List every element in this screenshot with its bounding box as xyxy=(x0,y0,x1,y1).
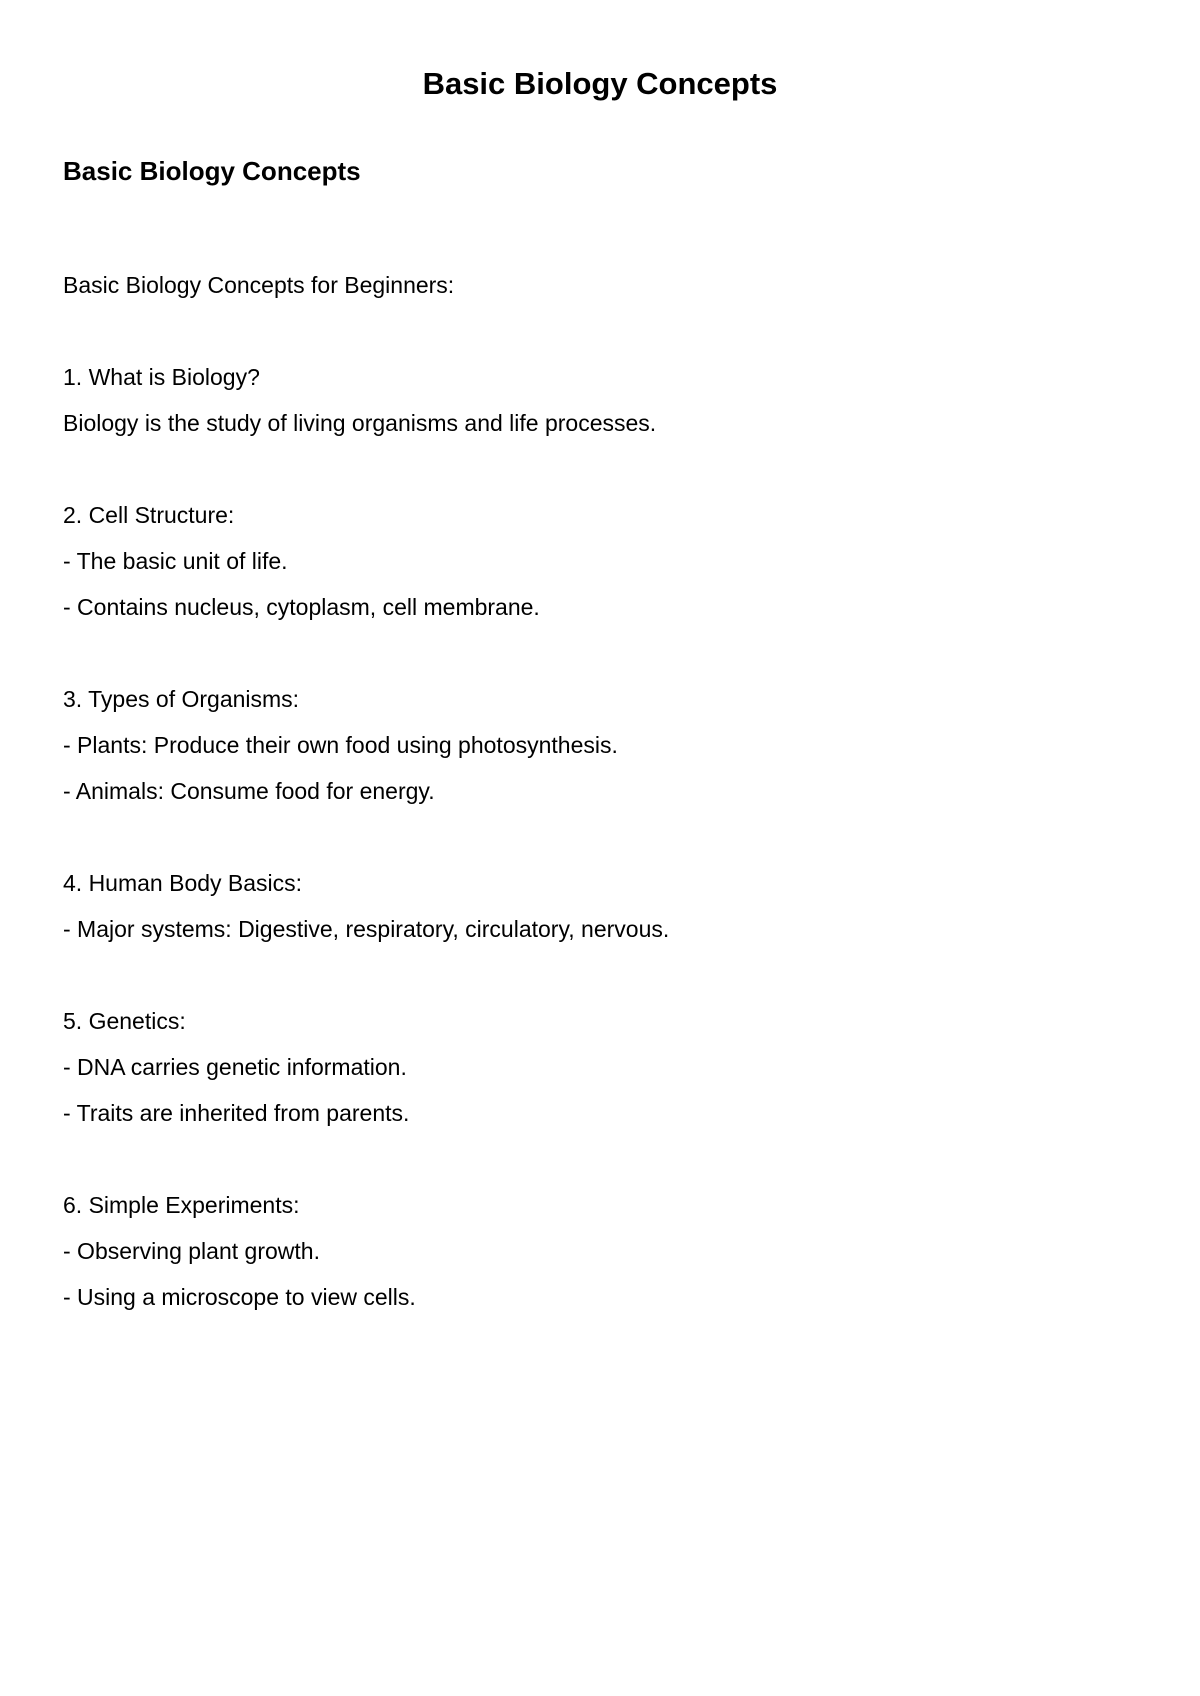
intro-line: Basic Biology Concepts for Beginners: xyxy=(63,272,455,298)
section-3-heading: 3. Types of Organisms: xyxy=(63,686,300,712)
section-5-line-1: - DNA carries genetic information. xyxy=(63,1054,407,1080)
section-5-heading: 5. Genetics: xyxy=(63,1008,186,1034)
section-6-line-1: - Observing plant growth. xyxy=(63,1238,320,1264)
section-6-line-2: - Using a microscope to view cells. xyxy=(63,1284,416,1310)
spacer xyxy=(63,820,1143,866)
section-2-heading: 2. Cell Structure: xyxy=(63,502,235,528)
section-4-line-1: - Major systems: Digestive, respiratory, circulatory, nervous. xyxy=(63,916,670,942)
section-1-heading: 1. What is Biology? xyxy=(63,364,260,390)
document-body xyxy=(63,268,1143,1326)
section-2-line-1: - The basic unit of life. xyxy=(63,548,288,574)
spacer xyxy=(63,636,1143,682)
section-1-line-1: Biology is the study of living organisms and life processes. xyxy=(63,410,657,436)
document-title: Basic Biology Concepts xyxy=(422,66,778,101)
section-2-line-2: - Contains nucleus, cytoplasm, cell membrane. xyxy=(63,594,540,620)
section-5-line-2: - Traits are inherited from parents. xyxy=(63,1100,410,1126)
section-heading: Basic Biology Concepts xyxy=(63,156,361,186)
section-6-heading: 6. Simple Experiments: xyxy=(63,1192,300,1218)
section-3-line-2: - Animals: Consume food for energy. xyxy=(63,778,435,804)
section-3-line-1: - Plants: Produce their own food using photosynthesis. xyxy=(63,732,618,758)
spacer xyxy=(63,958,1143,1004)
section-4-heading: 4. Human Body Basics: xyxy=(63,870,303,896)
spacer xyxy=(63,452,1143,498)
spacer xyxy=(63,314,1143,360)
spacer xyxy=(63,1142,1143,1188)
